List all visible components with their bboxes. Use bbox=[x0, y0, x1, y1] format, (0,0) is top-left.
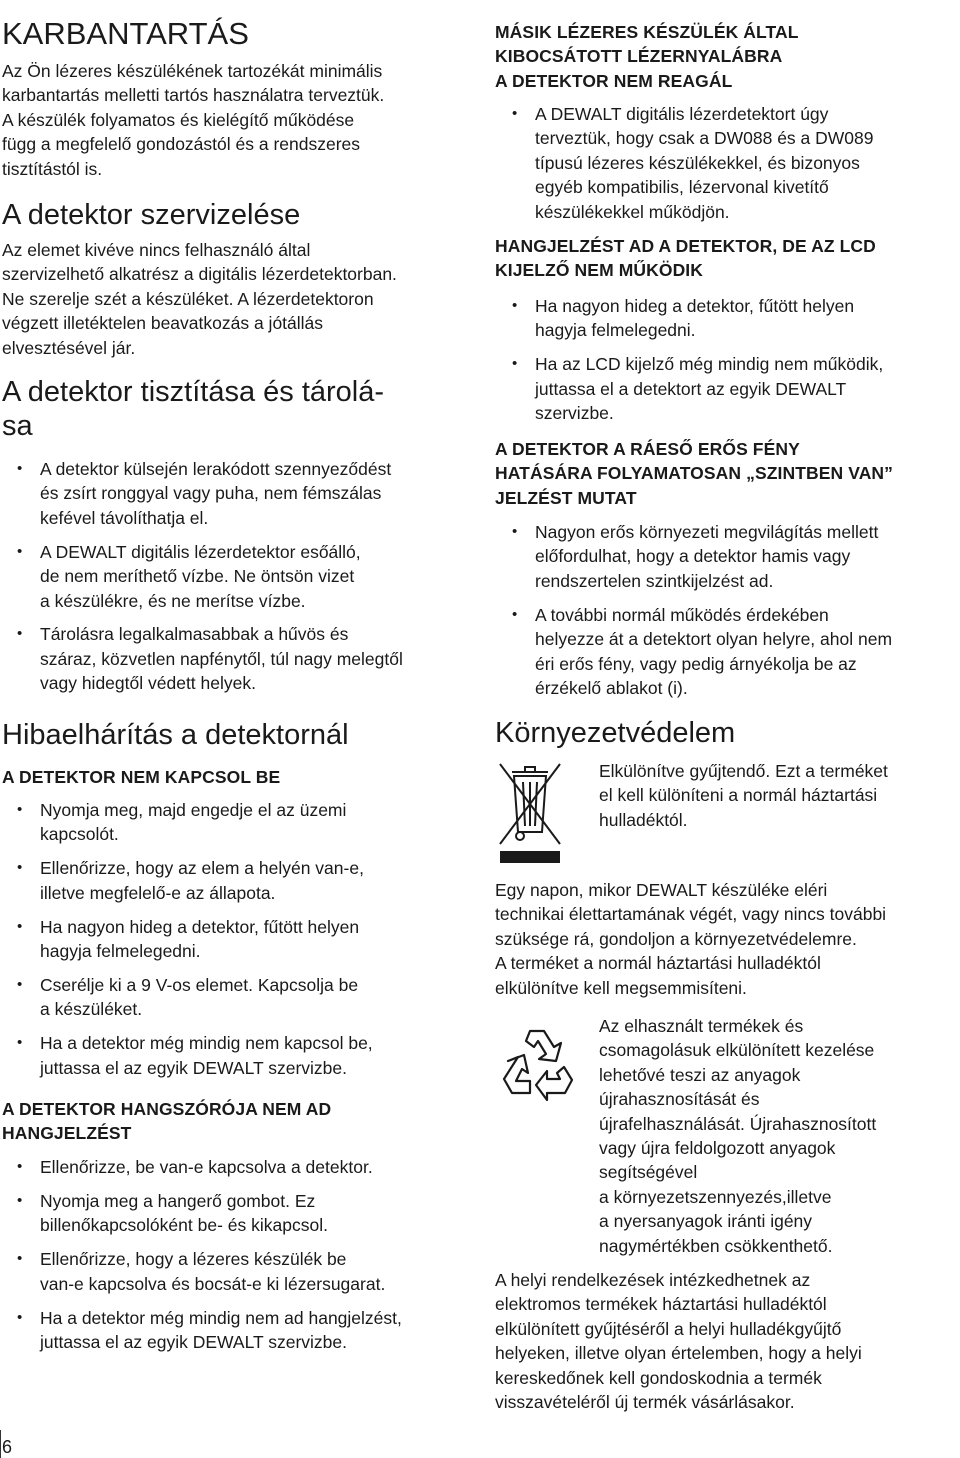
light-heading: A DETEKTOR A RÁESŐ ERŐS FÉNY HATÁSÁRA FOLYAMATOSAN „SZINTBEN VAN” JELZÉST MUTAT bbox=[495, 439, 894, 508]
list-item: • Ha nagyon hideg a detektor, fűtött helyen hagyja felmelegedni. bbox=[0, 915, 465, 964]
list-item: • A DEWALT digitális lézerdetektor esőálló, de nem meríthető vízbe. Ne öntsön vizet a készülékre, és ne merítse vízbe. bbox=[0, 540, 465, 613]
other-laser-list bbox=[495, 102, 955, 234]
list-item: • Ha nagyon hideg a detektor, fűtött helyen hagyja felmelegedni. bbox=[495, 294, 955, 343]
troubleshooting-heading: Hibaelhárítás a detektornál bbox=[2, 719, 349, 751]
list-item: • Nyomja meg a hangerő gombot. Ez billenőkapcsolóként be- és kikapcsol. bbox=[0, 1189, 465, 1238]
no-sound-list bbox=[0, 1155, 465, 1364]
list-item: • A detektor külsején lerakódott szennyeződést és zsírt ronggyal vagy puha, nem fémszálas kefével távolíthatja el. bbox=[0, 457, 465, 530]
lcd-heading: HANGJELZÉST AD A DETEKTOR, DE AZ LCD KIJELZŐ NEM MŰKÖDIK bbox=[495, 236, 876, 281]
disposal-text: Egy napon, mikor DEWALT készüléke eléri technikai élettartamának végét, vagy nincs további szüksége rá, gondoljon a környezetvédelemre. A terméket a normál háztartási hulladéktól elkülönítve kell megsemmisíteni. bbox=[495, 880, 887, 998]
list-item: • Nagyon erős környezeti megvilágítás mellett előfordulhat, hogy a detektor hamis vagy rendszertelen szintkijelzést ad. bbox=[495, 520, 955, 593]
lcd-list bbox=[495, 294, 955, 435]
light-list bbox=[495, 520, 955, 710]
maintenance-title: KARBANTARTÁS bbox=[2, 16, 249, 51]
service-text: Az elemet kivéve nincs felhasználó által szervizelhető alkatrész a digitális lézerdetektorban. Ne szerelje szét a készüléket. A lézerdetektoron végzett illetéktelen beavatkozás a jótállás elvesztésével jár. bbox=[2, 240, 397, 358]
list-item: • Ha az LCD kijelző még mindig nem működik, juttassa el a detektort az egyik DEWALT szervizbe. bbox=[495, 352, 955, 425]
maintenance-intro: Az Ön lézeres készülékének tartozékát minimális karbantartás melletti tartós használatra terveztük. A készülék folyamatos és kielégítő működése függ a megfelelő gondozástól és a rendszeres tisztítástól is. bbox=[2, 61, 385, 179]
other-laser-heading: MÁSIK LÉZERES KÉSZÜLÉK ÁLTAL KIBOCSÁTOTT LÉZERNYALÁBRA A DETEKTOR NEM REAGÁL bbox=[495, 22, 799, 91]
recycle-text: Az elhasznált termékek és csomagolásuk elkülönített kezelése lehetővé teszi az anyagok újrahasznosítását és újrafelhasználását. Újrahasznosított vagy újra feldolgozott anyagok segítségével a környezetszennyezés,illetve a nyersanyagok iránti igény nagymértékben csökkenthető. bbox=[599, 1016, 877, 1256]
list-item: • Ha a detektor még mindig nem ad hangjelzést, juttassa el az egyik DEWALT szervizbe. bbox=[0, 1306, 465, 1355]
no-sound-heading: A DETEKTOR HANGSZÓRÓJA NEM AD HANGJELZÉST bbox=[2, 1099, 332, 1144]
list-item: • Cserélje ki a 9 V-os elemet. Kapcsolja be a készüléket. bbox=[0, 973, 465, 1022]
no-power-list bbox=[0, 798, 465, 1090]
list-item: • Ellenőrizze, be van-e kapcsolva a detektor. bbox=[0, 1155, 465, 1179]
list-item: • Ellenőrizze, hogy az elem a helyén van-e, illetve megfelelő-e az állapota. bbox=[0, 856, 465, 905]
list-item: • A további normál működés érdekében helyezze át a detektort olyan helyre, ahol nem éri erős fény, vagy pedig árnyékolja be az érzékelő ablakot (i). bbox=[495, 603, 955, 701]
no-power-heading: A DETEKTOR NEM KAPCSOL BE bbox=[2, 767, 281, 787]
page-margin-rule bbox=[0, 1430, 1, 1458]
recycle-icon bbox=[494, 1017, 584, 1107]
list-item: • Nyomja meg, majd engedje el az üzemi kapcsolót. bbox=[0, 798, 465, 847]
cleaning-heading: A detektor tisztítása és tárolá- sa bbox=[2, 376, 385, 442]
list-item: • Ellenőrizze, hogy a lézeres készülék be van-e kapcsolva és bocsát-e ki lézersugarat. bbox=[0, 1247, 465, 1296]
list-item: • Ha a detektor még mindig nem kapcsol be, juttassa el az egyik DEWALT szervizbe. bbox=[0, 1031, 465, 1080]
cleaning-list bbox=[0, 457, 465, 705]
service-heading: A detektor szervizelése bbox=[2, 199, 301, 231]
weee-text: Elkülönítve gyűjtendő. Ezt a terméket el kell különíteni a normál háztartási hulladéktól. bbox=[599, 761, 888, 830]
environment-heading: Környezetvédelem bbox=[495, 717, 736, 749]
list-item: • Tárolásra legalkalmasabbak a hűvös és száraz, közvetlen napfénytől, túl nagy melegtől vagy hidegtől védett helyek. bbox=[0, 622, 465, 695]
list-item: • A DEWALT digitális lézerdetektort úgy terveztük, hogy csak a DW088 és a DW089 típusú lézeres készülékekkel, és bizonyos egyéb kompatibilis, lézervonal kivetítő készülékekkel működjön. bbox=[495, 102, 955, 224]
local-regulation-text: A helyi rendelkezések intézkedhetnek az elektromos termékek háztartási hulladéktól elkülönített gyűjtéséről a helyi hulladékgyűjtő helyeken, illetve olyan értelemben, hogy a helyi kereskedőnek kell gondoskodnia a termék visszavételéről új termék vásárlásakor. bbox=[495, 1270, 862, 1413]
crossed-out-bin-icon bbox=[496, 760, 564, 864]
page-number: 6 bbox=[2, 1437, 13, 1457]
